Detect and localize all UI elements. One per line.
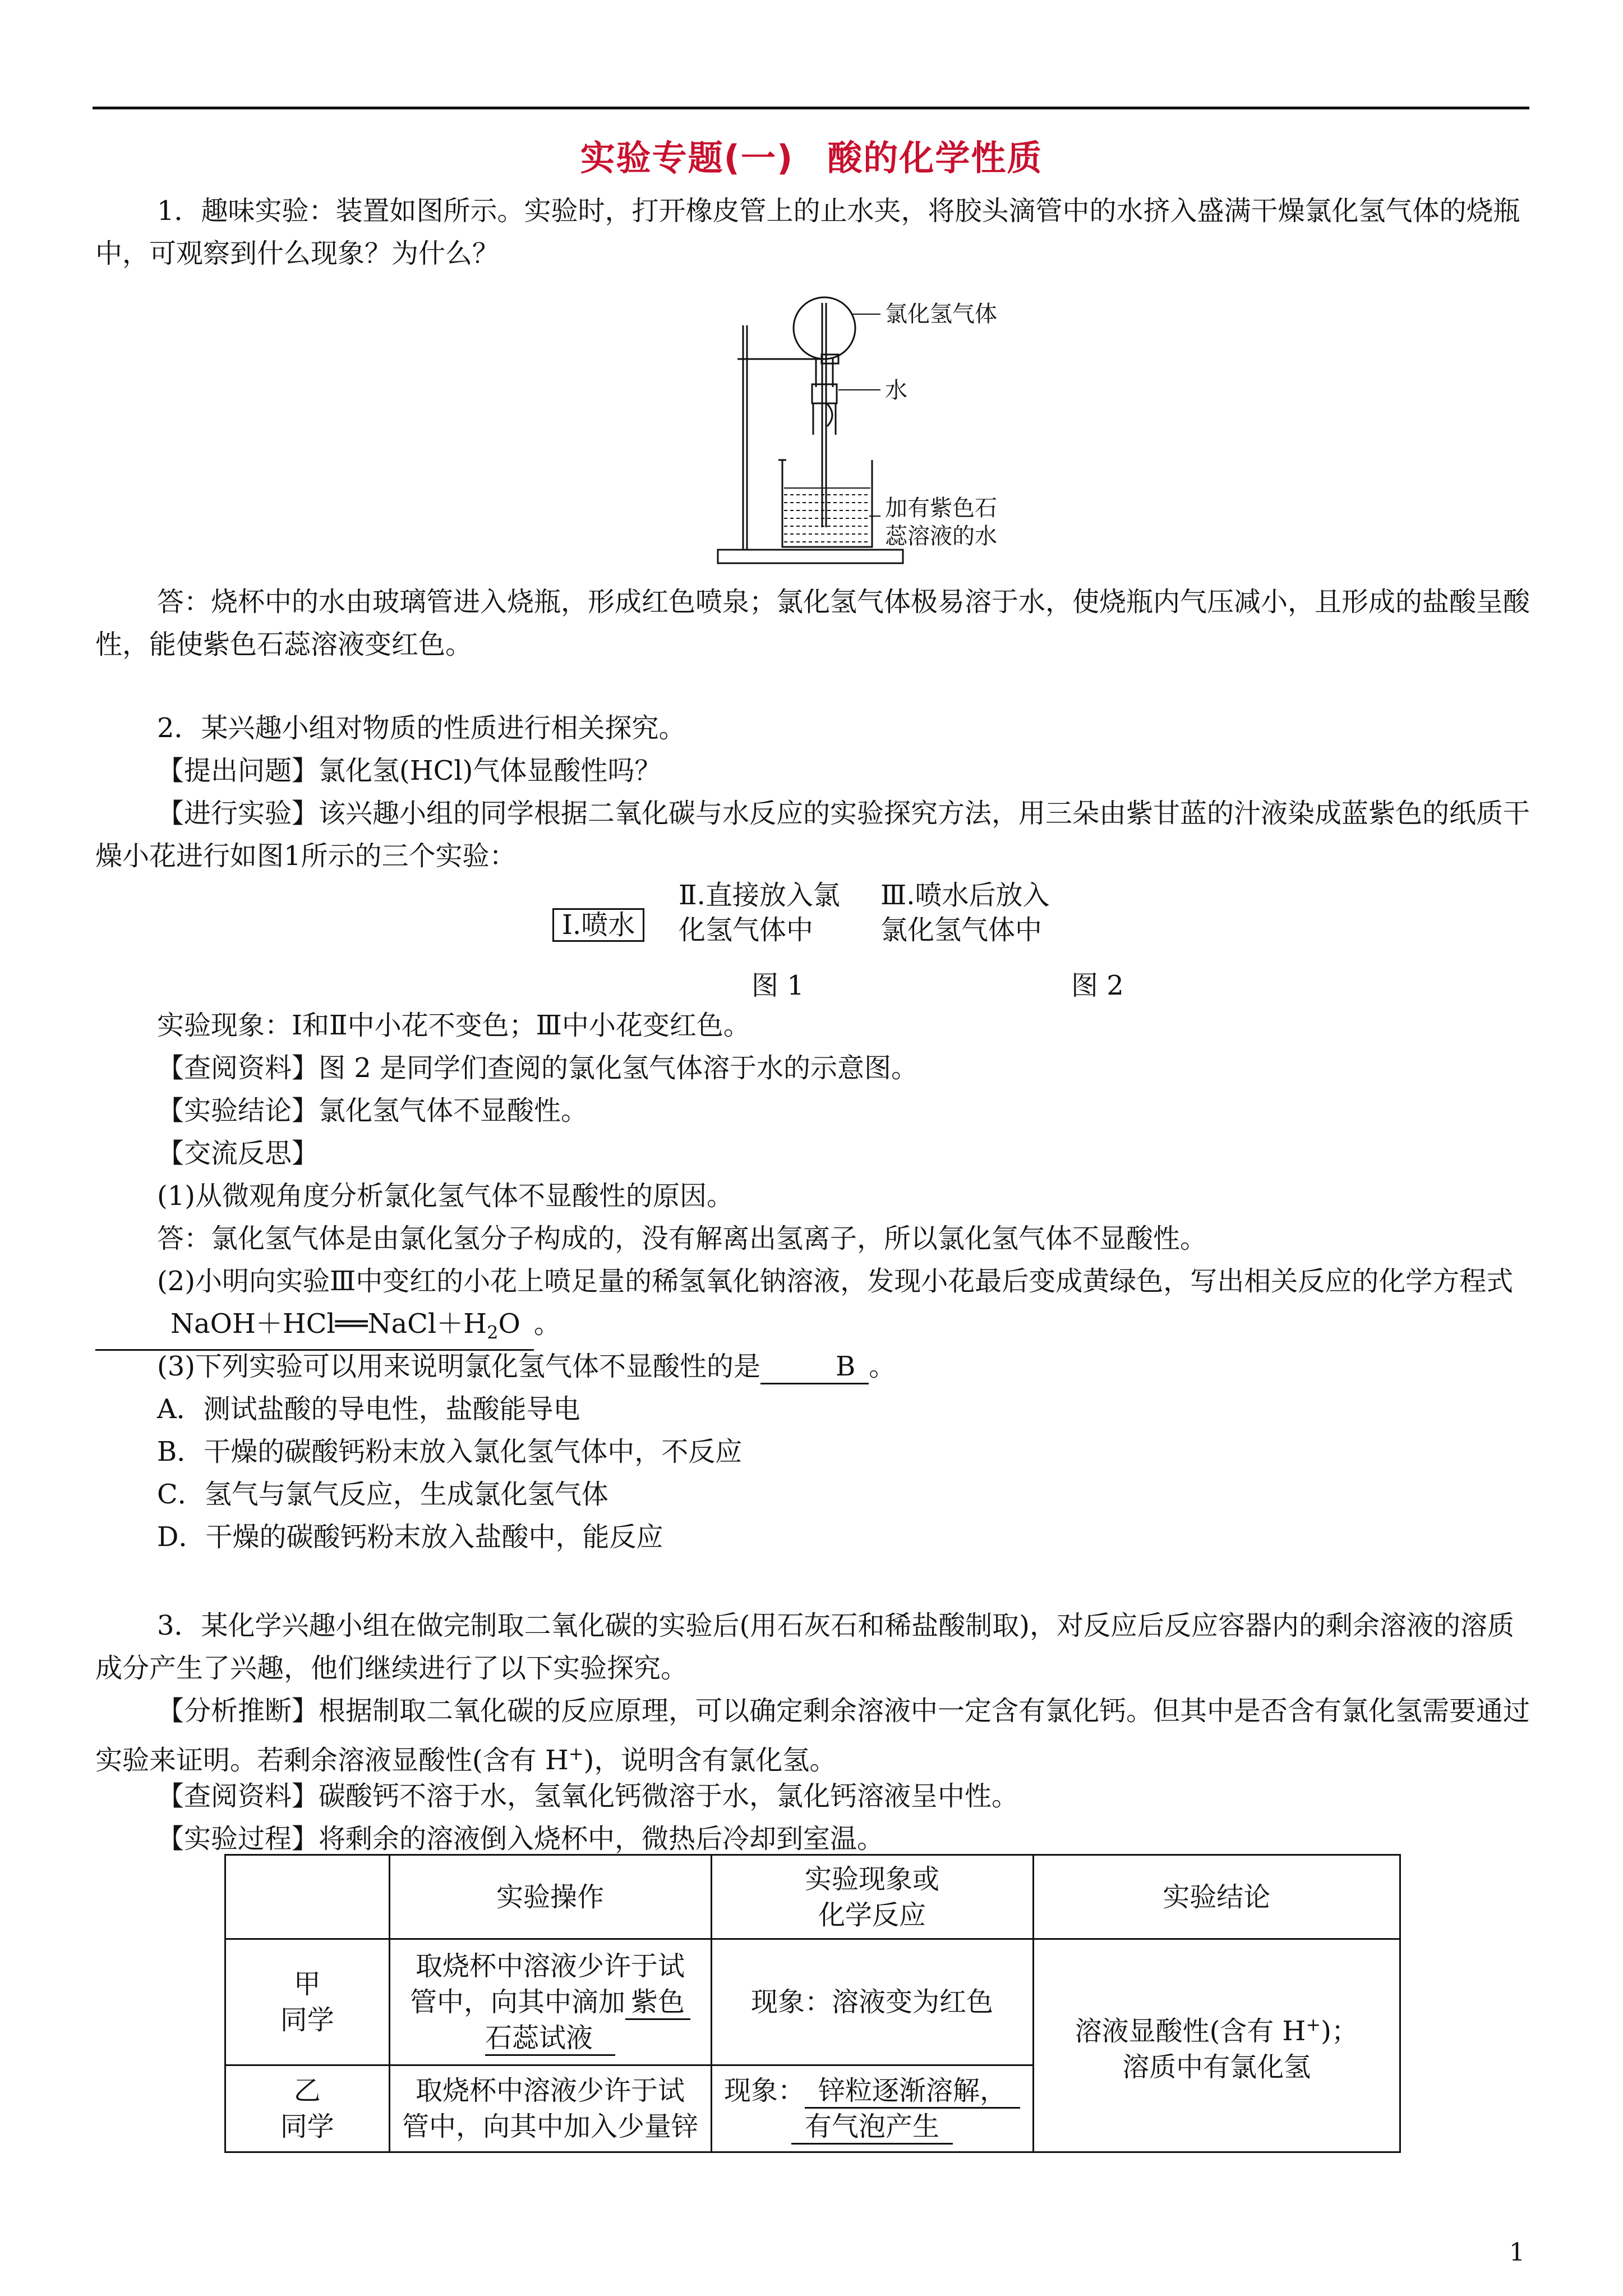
title-part2: 酸的化学性质 xyxy=(827,137,1043,178)
option-c: C．氢气与氯气反应，生成氯化氢气体 xyxy=(157,1479,608,1510)
option-a: A．测试盐酸的导电性，盐酸能导电 xyxy=(157,1393,580,1425)
table-header-blank xyxy=(225,1855,390,1939)
q2-question: 【提出问题】氯化氢(HCl)气体显酸性吗？ xyxy=(157,755,662,786)
operation-b-line1: 取烧杯中溶液少许于试 xyxy=(416,2075,685,2106)
q2-sub2-question xyxy=(95,1260,1531,1351)
figure-1-caption: 图 1 xyxy=(751,970,804,1001)
label-hcl-gas: 氯化氢气体 xyxy=(885,301,997,327)
table-header-phenomenon-line1: 实验现象或 xyxy=(805,1863,940,1895)
equation-main: NaOH＋HCl══NaCl＋H xyxy=(170,1308,487,1340)
flower-item-direct-hcl-line1: Ⅱ.直接放入氯 xyxy=(679,880,840,911)
conclusion-line1 xyxy=(1042,2007,1391,2049)
table-cell-operation-b xyxy=(389,2065,711,2152)
experiment-table xyxy=(224,1854,1401,2153)
flower-item-spray-water: Ⅰ.喷水 xyxy=(552,908,644,942)
label-litmus-water-2: 蕊溶液的水 xyxy=(885,523,997,549)
equation-end: O xyxy=(498,1308,520,1340)
fountain-apparatus-figure xyxy=(712,292,1004,567)
table-header-row xyxy=(225,1855,1400,1939)
page-number: 1 xyxy=(1509,2238,1525,2267)
conclusion-line2: 溶质中有氯化氢 xyxy=(1122,2051,1311,2083)
flower-item-spray-then-hcl-line2: 氯化氢气体中 xyxy=(880,914,1043,946)
q2-phenomenon: 实验现象：Ⅰ和Ⅱ中小花不变色；Ⅲ中小花变红色。 xyxy=(157,1010,750,1041)
student-a-line1: 甲 xyxy=(293,1968,321,2000)
conclusion-text: 溶液显酸性(含有 H xyxy=(1075,2015,1306,2047)
page-title xyxy=(0,130,1623,180)
q1-text: 1．趣味实验：装置如图所示。实验时，打开橡皮管上的止水夹，将胶头滴管中的水挤入盛满干燥氯化氢气体的烧瓶中，可观察到什么现象？为什么？ xyxy=(95,195,1520,269)
q2-sub2-tail: 。 xyxy=(533,1308,561,1340)
conclusion-end: )； xyxy=(1321,2015,1358,2047)
q2-sub1-answer: 答：氯化氢气体是由氯化氢分子构成的，没有解离出氢离子，所以氯化氢气体不显酸性。 xyxy=(157,1223,1207,1254)
student-a-line2: 同学 xyxy=(280,2004,334,2036)
q3-analysis-text: 【分析推断】根据制取二氧化碳的反应原理，可以确定剩余溶液中一定含有氯化钙。但其中是否含有氯化氢需要通过实验来证明。若剩余溶液显酸性(含有 H xyxy=(95,1695,1530,1776)
title-part1: 实验专题(一) xyxy=(580,137,794,178)
operation-a-fill1: 紫色 xyxy=(625,1986,690,2020)
table-cell-phenomenon-b xyxy=(711,2065,1033,2152)
table-cell-operation-a xyxy=(389,1939,711,2065)
table-cell-conclusion xyxy=(1033,1939,1400,2152)
q3-process: 【实验过程】将剩余的溶液倒入烧杯中，微热后冷却到室温。 xyxy=(157,1823,884,1855)
q2-sub1-question: (1)从微观角度分析氯化氢气体不显酸性的原因。 xyxy=(157,1180,734,1212)
q2-sub2-text: (2)小明向实验Ⅲ中变红的小花上喷足量的稀氢氧化钠溶液，发现小花最后变成黄绿色，写出相关反应的化学方程式 xyxy=(157,1266,1514,1297)
table-header-phenomenon-line2: 化学反应 xyxy=(818,1899,926,1931)
table-header-phenomenon xyxy=(711,1855,1033,1939)
operation-a-line1: 取烧杯中溶液少许于试 xyxy=(416,1950,685,1982)
operation-a-fill2: 石蕊试液 xyxy=(485,2022,615,2056)
q2-sub3-answer: B xyxy=(760,1350,869,1384)
q3-reference: 【查阅资料】碳酸钙不溶于水，氢氧化钙微溶于水，氯化钙溶液呈中性。 xyxy=(157,1780,1019,1812)
q1-answer: 答：烧杯中的水由玻璃管进入烧瓶，形成红色喷泉；氯化氢气体极易溶于水，使烧瓶内气压减小，且形成的盐酸呈酸性，能使紫色石蕊溶液变红色。 xyxy=(95,586,1530,660)
table-cell-student-b xyxy=(225,2065,390,2152)
label-water: 水 xyxy=(885,378,907,403)
option-b: B．干燥的碳酸钙粉末放入氯化氢气体中，不反应 xyxy=(157,1436,743,1467)
phenomenon-b-fill2: 有气泡产生 xyxy=(791,2110,953,2145)
q2-sub2-answer xyxy=(95,1308,534,1351)
q3-analysis xyxy=(95,1690,1531,1782)
q3-intro: 3．某化学兴趣小组在做完制取二氧化碳的实验后(用石灰石和稀盐酸制取)，对反应后反应容器内的剩余溶液的溶质成分产生了兴趣，他们继续进行了以下实验探究。 xyxy=(95,1610,1514,1684)
table-header-conclusion: 实验结论 xyxy=(1033,1855,1400,1939)
label-litmus-water-1: 加有紫色石 xyxy=(885,495,997,521)
flower-item-direct-hcl-line2: 化氢气体中 xyxy=(679,914,814,946)
q2-intro: 2．某兴趣小组对物质的性质进行相关探究。 xyxy=(157,712,686,744)
figure-2-caption: 图 2 xyxy=(1071,970,1124,1001)
table-cell-phenomenon-a: 现象：溶液变为红色 xyxy=(711,1939,1033,2065)
q3-analysis-sup: + xyxy=(568,1743,584,1764)
q2-reflection: 【交流反思】 xyxy=(157,1138,319,1169)
flower-item-spray-then-hcl-line1: Ⅲ.喷水后放入 xyxy=(880,880,1050,911)
flower-item-spray-then-hcl xyxy=(880,878,1050,947)
operation-a-text: 管中，向其中滴加 xyxy=(410,1986,626,2018)
q2-sub3-tail: 。 xyxy=(869,1351,896,1382)
table-cell-student-a xyxy=(225,1939,390,2065)
phenomenon-b-fill1: 锌粒逐渐溶解， xyxy=(805,2074,1020,2109)
operation-a-line2 xyxy=(398,1984,703,2020)
q2-sub3-question xyxy=(95,1345,1531,1388)
conclusion-sup: + xyxy=(1306,2013,1321,2035)
q2-experiment: 【进行实验】该兴趣小组的同学根据二氧化碳与水反应的实验探究方法，用三朵由紫甘蓝的汁液染成蓝紫色的纸质干燥小花进行如图1所示的三个实验： xyxy=(95,798,1530,872)
operation-b-line2: 管中，向其中加入少量锌 xyxy=(402,2111,699,2142)
q3-analysis-end: )，说明含有氯化氢。 xyxy=(583,1745,837,1776)
student-b-line2: 同学 xyxy=(280,2111,334,2142)
q2-conclusion: 【实验结论】氯化氢气体不显酸性。 xyxy=(157,1095,588,1126)
q2-sub3-text: (3)下列实验可以用来说明氯化氢气体不显酸性的是 xyxy=(157,1351,760,1382)
table-row xyxy=(225,1939,1400,2065)
flower-item-direct-hcl xyxy=(679,878,840,947)
header-rule xyxy=(93,107,1529,109)
phenomenon-b-label: 现象： xyxy=(724,2075,805,2106)
q2-reference: 【查阅资料】图 2 是同学们查阅的氯化氢气体溶于水的示意图。 xyxy=(157,1052,919,1084)
table-header-operation: 实验操作 xyxy=(389,1855,711,1939)
student-b-line1: 乙 xyxy=(293,2075,321,2106)
equation-subscript: 2 xyxy=(487,1322,499,1343)
option-d: D．干燥的碳酸钙粉末放入盐酸中，能反应 xyxy=(157,1521,663,1553)
